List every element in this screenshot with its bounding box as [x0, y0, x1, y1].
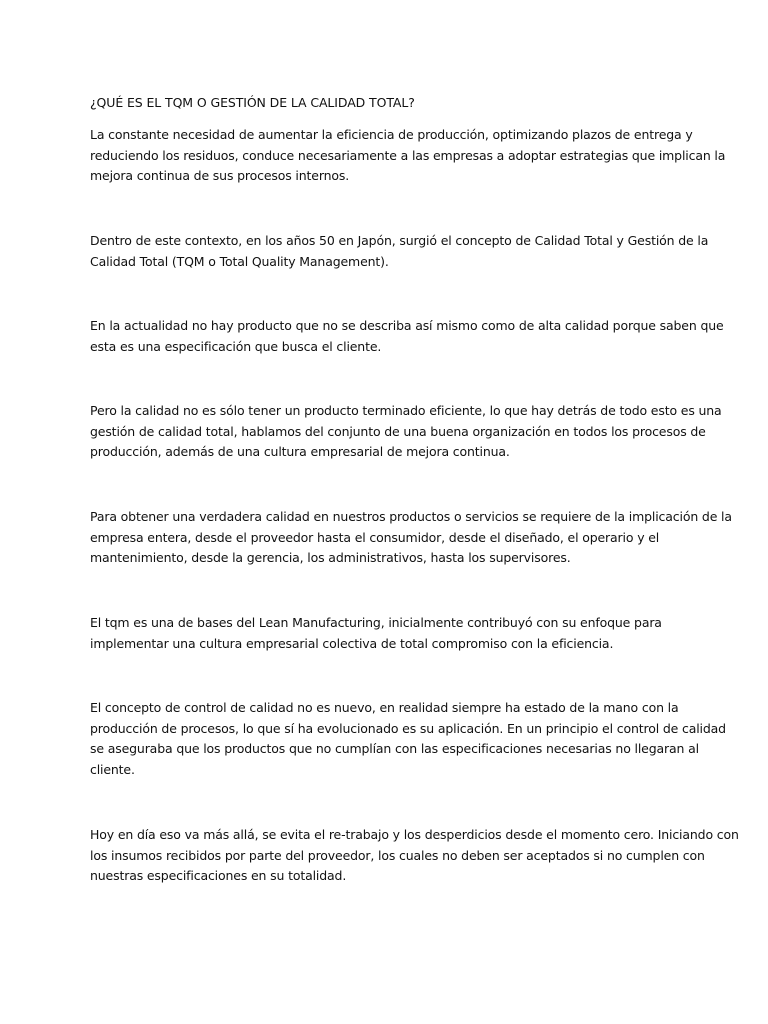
paragraph-line: gestión de calidad total, hablamos del conjunto de una buena organización en todos los procesos de [90, 423, 706, 439]
paragraph-line: mantenimiento, desde la gerencia, los administrativos, hasta los supervisores. [90, 550, 571, 565]
paragraph-line: empresa entera, desde el proveedor hasta el consumidor, desde el diseñado, el operario y el [90, 529, 660, 545]
paragraph-line: Calidad Total (TQM o Total Quality Management). [90, 253, 389, 269]
paragraph-line: Hoy en día eso va más allá, se evita el re-trabajo y los desperdicios desde el momento cero. Iniciando con [90, 827, 739, 842]
paragraph-line: producción, además de una cultura empresarial de mejora continua. [90, 444, 510, 459]
paragraph-2 [90, 231, 709, 272]
paragraph-line: reduciendo los residuos, conduce necesariamente a las empresas a adoptar estrategias que implican la [90, 147, 726, 163]
paragraph-7 [90, 698, 726, 780]
paragraph-line: nuestras especificaciones en su totalidad. [90, 868, 347, 883]
paragraph-line: producción de procesos, lo que sí ha evolucionado es su aplicación. En un principio el control de calidad [90, 720, 726, 736]
paragraph-1 [90, 125, 726, 187]
paragraph-8 [90, 825, 739, 887]
paragraph-line: Dentro de este contexto, en los años 50 en Japón, surgió el concepto de Calidad Total y Gestión de la [90, 233, 709, 248]
paragraph-line: se aseguraba que los productos que no cumplían con las especificaciones necesarias no llegaran al [90, 741, 699, 756]
paragraph-line: El tqm es una de bases del Lean Manufacturing, inicialmente contribuyó con su enfoque para [90, 615, 662, 630]
paragraph-line: Pero la calidad no es sólo tener un producto terminado eficiente, lo que hay detrás de todo esto es una [90, 403, 722, 418]
paragraph-line: Para obtener una verdadera calidad en nuestros productos o servicios se requiere de la implicación de la [90, 509, 732, 524]
paragraph-line: los insumos recibidos por parte del proveedor, los cuales no deben ser aceptados si no cumplen con [90, 847, 705, 863]
paragraph-line: La constante necesidad de aumentar la eficiencia de producción, optimizando plazos de entrega y [90, 127, 693, 142]
paragraph-line: esta es una especificación que busca el cliente. [90, 338, 382, 354]
paragraph-line: mejora continua de sus procesos internos. [90, 168, 350, 183]
paragraph-line: En la actualidad no hay producto que no se describa así mismo como de alta calidad porque saben que [90, 318, 724, 333]
paragraph-line: implementar una cultura empresarial colectiva de total compromiso con la eficiencia. [90, 635, 614, 651]
paragraph-line: El concepto de control de calidad no es nuevo, en realidad siempre ha estado de la mano con la [90, 700, 679, 715]
paragraph-line: cliente. [90, 761, 135, 777]
document-title: ¿QUÉ ES EL TQM O GESTIÓN DE LA CALIDAD TOTAL? [90, 95, 415, 110]
paragraph-6 [90, 613, 690, 654]
paragraph-3 [90, 316, 724, 357]
paragraph-4 [90, 401, 722, 463]
paragraph-5 [90, 507, 732, 569]
